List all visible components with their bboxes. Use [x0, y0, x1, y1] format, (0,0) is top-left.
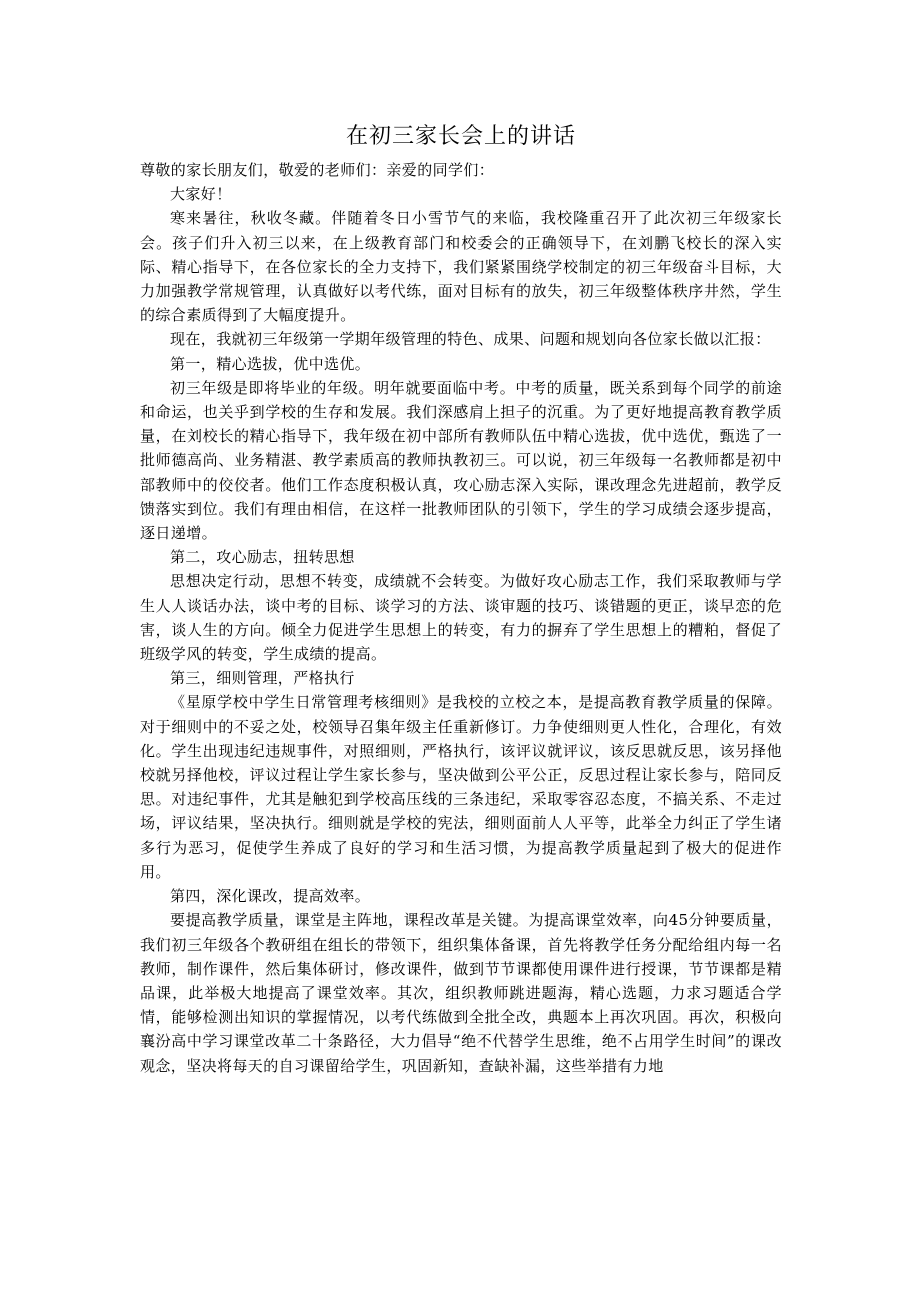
paragraph-report-intro: 现在，我就初三年级第一学期年级管理的特色、成果、问题和规划向各位家长做以汇报： [170, 330, 771, 349]
section-heading-4: 第四，深化课改，提高效率。 [170, 887, 371, 906]
section-heading-1: 第一，精心选拔，优中选优。 [170, 354, 371, 373]
paragraph-section-2: 思想决定行动，思想不转变，成绩就不会转变。为做好攻心励志工作，我们采取教师与学生人人谈话办法，谈中考的目标、谈学习的方法、谈审题的技巧、谈错题的更正，谈早恋的危害，谈人生的方向。倾全力促进学生思想上的转变，有力的摒弃了学生思想上的糟粕，督促了班级学风的转变，学生成绩的提高。 [140, 572, 782, 664]
section-heading-2: 第二，攻心励志，扭转思想 [170, 548, 355, 567]
salutation: 尊敬的家长朋友们，敬爱的老师们：亲爱的同学们： [140, 161, 495, 179]
section-heading-3: 第三，细则管理，严格执行 [170, 669, 355, 688]
paragraph-section-1: 初三年级是即将毕业的年级。明年就要面临中考。中考的质量，既关系到每个同学的前途和命运，也关乎到学校的生存和发展。我们深感肩上担子的沉重。为了更好地提高教育教学质量，在刘校长的精心指导下，我年级在初中部所有教师队伍中精心选拔，优中选优，甄选了一批师德高尚、业务精湛、教学素质高的教师执教初三。可以说，初三年级每一名教师都是初中部教师中的佼佼者。他们工作态度积极认真，攻心励志深入实际，课改理念先进超前，教学反馈落实到位。我们有理由相信，在这样一批教师团队的引领下，学生的学习成绩会逐步提高，逐日递增。 [140, 378, 782, 543]
paragraph-opening: 寒来暑往，秋收冬藏。伴随着冬日小雪节气的来临，我校隆重召开了此次初三年级家长会。孩子们升入初三以来，在上级教育部门和校委会的正确领导下，在刘鹏飞校长的深入实际、精心指导下，在各位家长的全力支持下，我们紧紧围绕学校制定的初三年级奋斗目标，大力加强教学常规管理，认真做好以考代练，面对目标有的放失，初三年级整体秩序井然，学生的综合素质得到了大幅度提升。 [140, 209, 782, 325]
paragraph-section-4: 要提高教学质量，课堂是主阵地，课程改革是关键。为提高课堂效率，向45分钟要质量，我们初三年级各个教研组在组长的带领下，组织集体备课，首先将教学任务分配给组内每一名教师，制作课件，然后集体研讨，修改课件，做到节节课都使用课件进行授课，节节课都是精品课，此举极大地提高了课堂效率。其次，组织教师跳进题海，精心选题，力求习题适合学情，能够检测出知识的掌握情况，以考代练做到全批全改，典题本上再次巩固。再次，积极向襄汾高中学习课堂改革二十条路径，大力倡导“绝不代替学生思维，绝不占用学生时间”的课改观念，坚决将每天的自习课留给学生，巩固新知，查缺补漏，这些举措有力地 [140, 911, 782, 1075]
paragraph-section-3: 《星原学校中学生日常管理考核细则》是我校的立校之本，是提高教育教学质量的保障。对于细则中的不妥之处，校领导召集年级主任重新修订。力争使细则更人性化，合理化，有效化。学生出现违纪违规事件，对照细则，严格执行，该评议就评议，该反思就反思，该另择他校就另择他校，评议过程让学生家长参与，坚决做到公平公正，反思过程让家长参与，陪同反思。对违纪事件，尤其是触犯到学校高压线的三条违纪，采取零容忍态度，不搞关系、不走过场，评议结果，坚决执行。细则就是学校的宪法，细则面前人人平等，此举全力纠正了学生诸多行为恶习，促使学生养成了良好的学习和生活习惯，为提高教学质量起到了极大的促进作用。 [140, 693, 782, 881]
greeting: 大家好！ [170, 185, 232, 204]
document-page [140, 122, 782, 1078]
document-title: 在初三家长会上的讲话 [345, 124, 576, 149]
